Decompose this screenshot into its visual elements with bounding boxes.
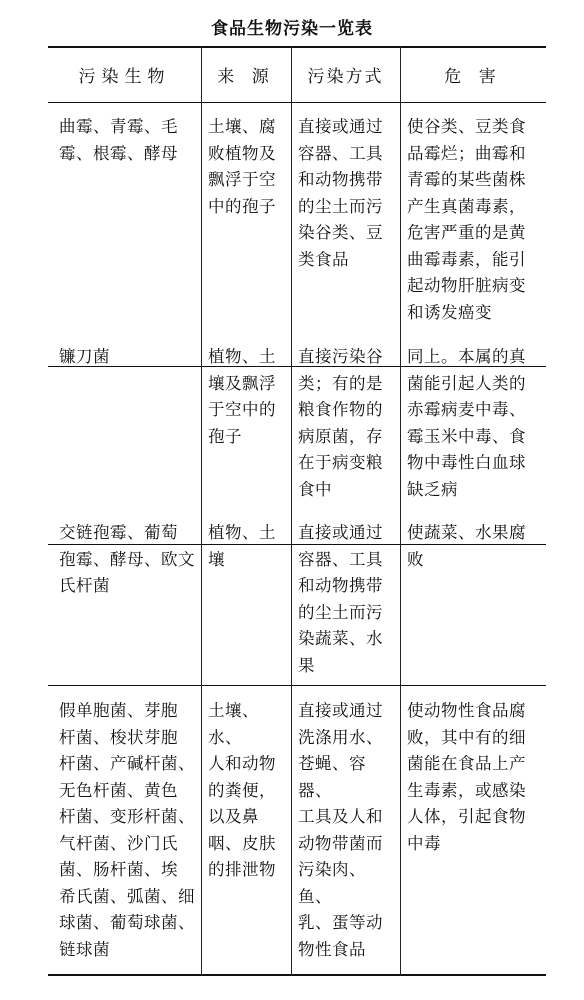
row4-harm: 使动物性食品腐 败，其中有的细 菌能在食品上产 生毒素，或感染 人体，引起食物 中毒: [407, 701, 526, 853]
row3-method: 直接或通过 容器、工具 和动物携带 的尘土而污 染蔬菜、水 果: [298, 523, 383, 675]
row3-organism: 交链孢霉、葡萄 孢霉、酵母、欧文 氏杆菌: [59, 523, 195, 595]
header-method: 污染方式: [307, 67, 384, 87]
header-source: 来 源: [217, 67, 275, 87]
header-organism: 污染生物: [78, 67, 171, 87]
row2-harm: 同上。本属的真 菌能引起人类的 赤霉病麦中毒、 霉玉米中毒、食 物中毒性白血球 缺乏病: [407, 347, 526, 499]
row1-harm: 使谷类、豆类食 品霉烂；曲霉和 青霉的某些菌株 产生真菌毒素， 危害严重的是黄 曲霉毒素，能引 起动物肝脏病变 和诱发癌变: [407, 117, 526, 322]
row2-method: 直接污染谷 类；有的是 粮食作物的 病原菌，存 在于病变粮 食中: [298, 347, 383, 499]
column-rule: [400, 46, 401, 976]
row4-organism: 假单胞菌、芽胞 杆菌、梭状芽胞 杆菌、产碱杆菌、 无色杆菌、黄色 杆菌、变形杆菌、 气杆菌、沙门氏 菌、肠杆菌、埃 希氏菌、弧菌、细 球菌、葡萄球菌、 链球菌: [59, 701, 195, 959]
row3-source: 植物、土 壤: [208, 523, 276, 569]
contamination-table: [48, 46, 546, 976]
row1-method: 直接或通过 容器、工具 和动物携带 的尘土而污 染谷类、豆 类食品: [298, 117, 383, 269]
row4-source: 土壤、水、 人和动物 的粪便， 以及鼻 咽、皮肤 的排泄物: [208, 701, 276, 879]
column-rule: [291, 46, 292, 976]
row2-organism: 镰刀菌: [59, 347, 110, 366]
row3-harm: 使蔬菜、水果腐 败: [407, 523, 526, 569]
row1-source: 土壤、腐 败植物及 飘浮于空 中的孢子: [208, 117, 276, 216]
bottom-rule: [48, 974, 546, 976]
table-title: 食品生物污染一览表: [211, 19, 373, 39]
row1-organism: 曲霉、青霉、毛 霉、根霉、酵母: [59, 117, 178, 163]
row4-method: 直接或通过 洗涤用水、 苍蝇、容器、 工具及人和 动物带菌而 污染肉、鱼、 乳、蛋等动 物性食品: [298, 701, 383, 959]
row-rule: [48, 685, 546, 686]
row2-source: 植物、土 壤及飘浮 于空中的 孢子: [208, 347, 276, 446]
header-harm: 危 害: [444, 67, 502, 87]
column-rule: [201, 46, 202, 976]
